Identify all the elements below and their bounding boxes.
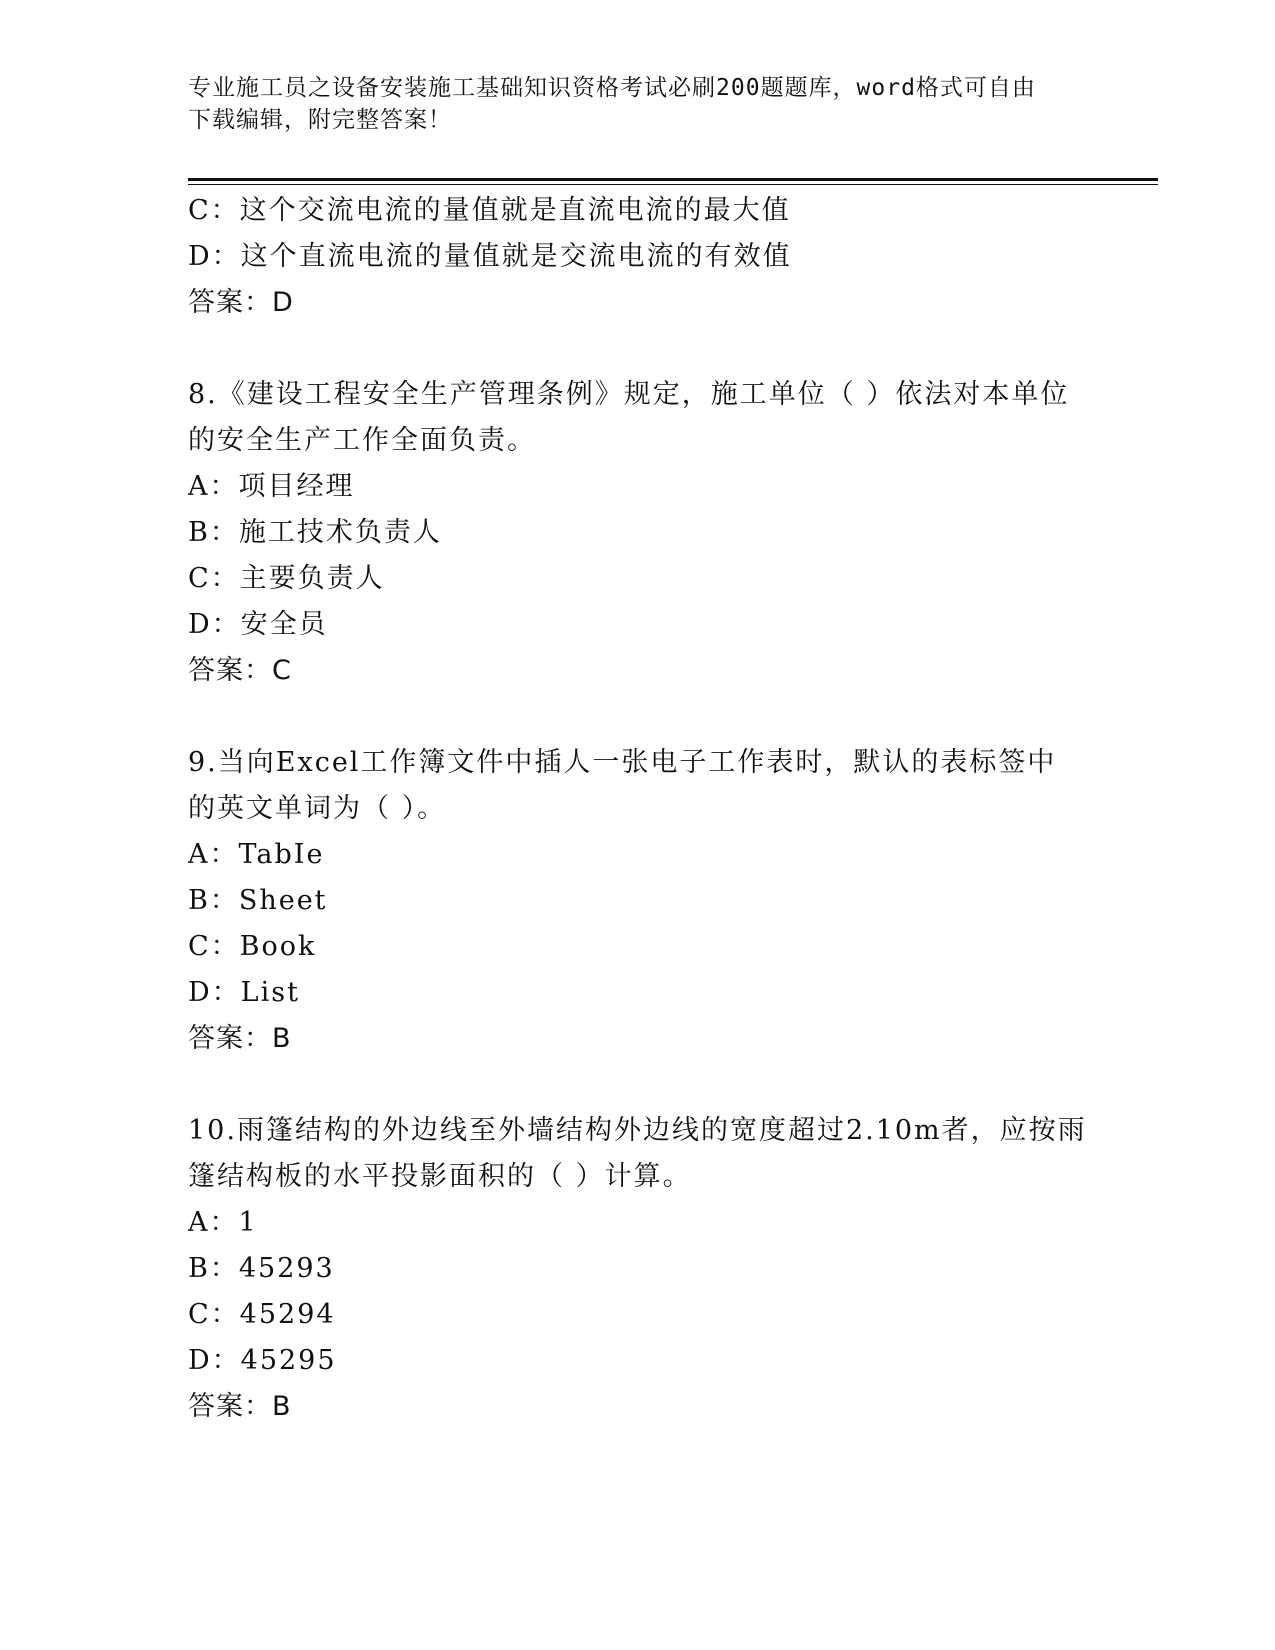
option-c: C：45294	[188, 1299, 336, 1330]
option-a: A：项目经理	[188, 471, 355, 502]
question-text: 9.当向Excel工作簿文件中插人一张电子工作表时，默认的表标签中	[188, 747, 1057, 778]
option-c: C：主要负责人	[188, 563, 385, 594]
question-text-continued: 的安全生产工作全面负责。	[188, 425, 536, 456]
question-text: 8.《建设工程安全生产管理条例》规定，施工单位（ ）依法对本单位	[188, 379, 1070, 410]
option-b: B：45293	[188, 1253, 335, 1284]
option-b: B：Sheet	[188, 885, 328, 916]
answer-line: 答案：C	[188, 655, 292, 686]
option-c: C：这个交流电流的量值就是直流电流的最大值	[188, 195, 791, 226]
block-spacer	[188, 326, 1128, 372]
question-text: 10.雨篷结构的外边线至外墙结构外边线的宽度超过2.10m者，应按雨	[188, 1115, 1087, 1146]
question-block-10	[188, 1108, 1128, 1430]
block-spacer	[188, 694, 1128, 740]
document-header	[188, 72, 1058, 136]
header-line-2: 下载编辑，附完整答案！	[188, 107, 452, 133]
answer-line: 答案：B	[188, 1023, 292, 1054]
option-b: B：施工技术负责人	[188, 517, 442, 548]
question-text-continued: 的英文单词为（ ）。	[188, 793, 447, 824]
option-a: A：1	[188, 1207, 258, 1238]
option-d: D：45295	[188, 1345, 337, 1376]
option-d: D：这个直流电流的量值就是交流电流的有效值	[188, 241, 792, 272]
header-divider-thin	[188, 184, 1158, 185]
header-line-1: 专业施工员之设备安装施工基础知识资格考试必刷200题题库，word格式可自由	[188, 75, 1036, 101]
question-block-7	[188, 188, 1128, 326]
option-d: D：安全员	[188, 609, 328, 640]
answer-line: 答案：D	[188, 287, 294, 318]
question-text-continued: 篷结构板的水平投影面积的（ ）计算。	[188, 1161, 692, 1192]
question-content	[188, 188, 1128, 1430]
option-d: D：List	[188, 977, 300, 1008]
question-block-8	[188, 372, 1128, 694]
answer-line: 答案：B	[188, 1391, 292, 1422]
header-divider-thick	[188, 178, 1158, 181]
block-spacer	[188, 1062, 1128, 1108]
question-block-9	[188, 740, 1128, 1062]
option-c: C：Book	[188, 931, 317, 962]
option-a: A：TabIe	[188, 839, 325, 870]
